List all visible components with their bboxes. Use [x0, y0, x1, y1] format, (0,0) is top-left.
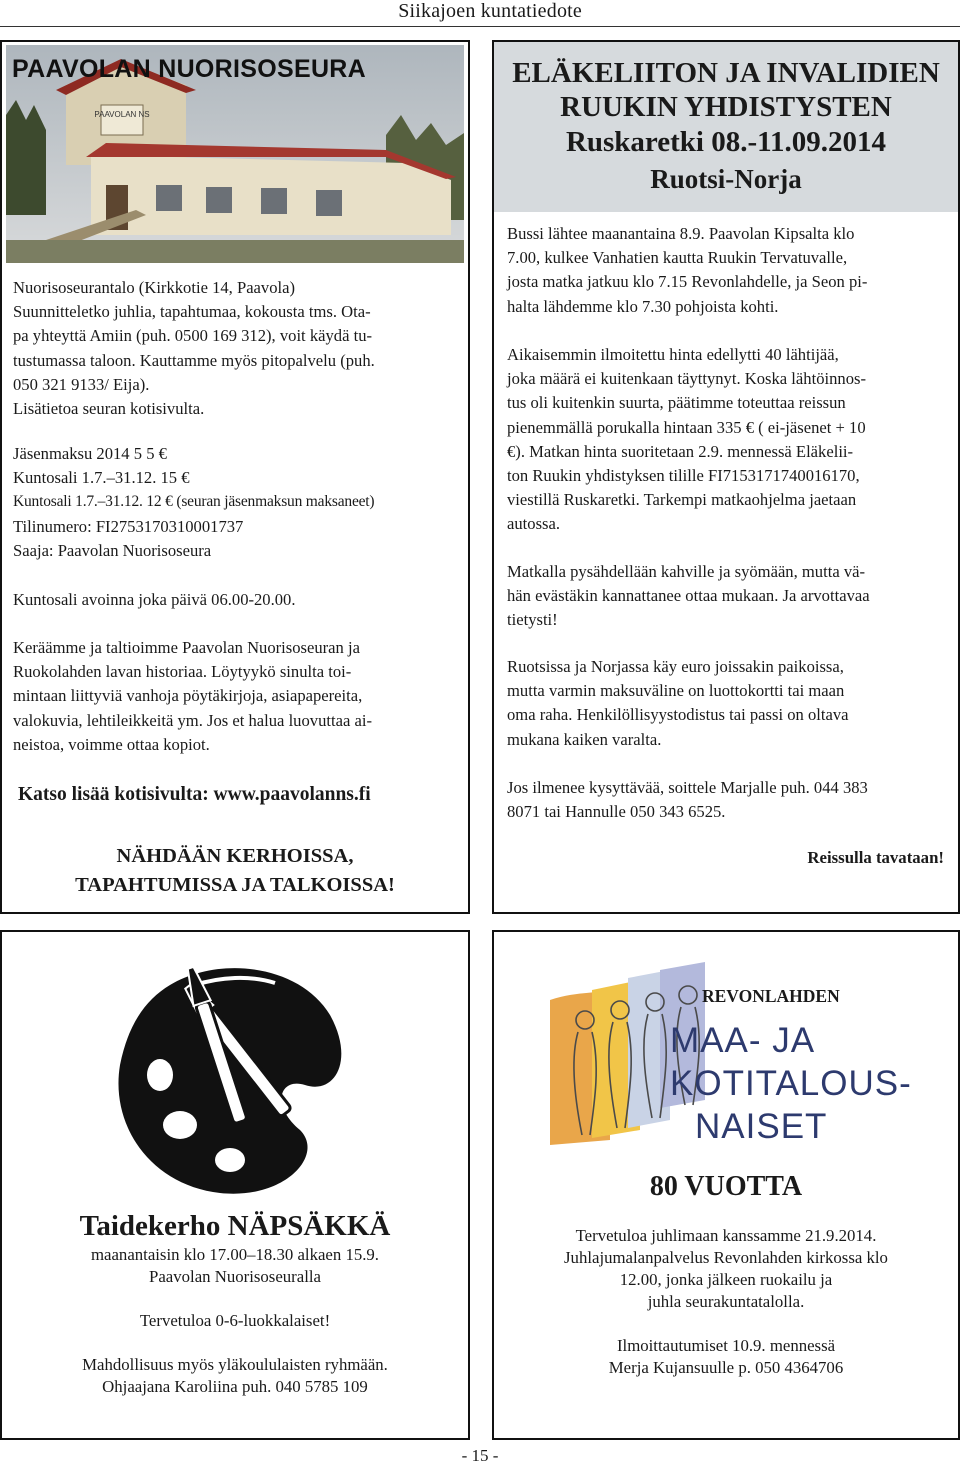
- text-line: pienemmällä porukalla hintaan 335 € ( ei-jäsenet + 10: [507, 417, 866, 437]
- art-text: [0, 1208, 470, 1398]
- revonlahti-text: [494, 1170, 958, 1379]
- logo-line: NAISET: [695, 1107, 828, 1146]
- header-rule: [0, 26, 960, 27]
- text-line: joka määrä ei kuitenkaan täyttynyt. Koska lähtöinnos-: [507, 369, 866, 389]
- nuorisoseura-photo: [6, 45, 464, 263]
- collect-block: [13, 636, 458, 757]
- photo-sign: PAAVOLAN NUORISOSEURA: [12, 55, 367, 83]
- trip-title-line: RUUKIN YHDISTYSTEN: [560, 91, 892, 123]
- logo-line: KOTITALOUS-: [670, 1064, 912, 1103]
- text-line: Aikaisemmin ilmoitettu hinta edellytti 40 lähtijää,: [507, 345, 839, 364]
- revonlahti-line: 12.00, jonka jälkeen ruokailu ja: [619, 1270, 833, 1289]
- slogan-line: TAPAHTUMISSA JA TALKOISSA!: [75, 874, 395, 896]
- text-line: neistoa, voimme ottaa kopiot.: [13, 734, 210, 754]
- running-header: Siikajoen kuntatiedote: [398, 0, 582, 22]
- text-line: ton Ruukin yhdistyksen tilille FI7153171740016170,: [507, 466, 860, 486]
- fee-line: Kuntosali 1.7.–31.12. 15 €: [13, 468, 190, 488]
- payee-line: Saaja: Paavolan Nuorisoseura: [13, 540, 212, 560]
- text-line: halta lähdemme klo 7.30 pohjoista kohti.: [507, 296, 779, 316]
- text-line: valokuvia, lehtileikkeitä ym. Jos et halua luovuttaa ai-: [13, 710, 372, 730]
- revonlahti-line: juhla seurakuntatalolla.: [647, 1292, 805, 1311]
- fee-line: Kuntosali 1.7.–31.12. 12 € (seuran jäsenmaksun maksaneet): [13, 493, 375, 511]
- text-line: 050 321 9133/ Eija).: [13, 374, 150, 394]
- text-line: pa yhteyttä Amiin (puh. 0500 169 312), voit käydä tu-: [13, 326, 373, 346]
- fee-line: Jäsenmaksu 2014 5 5 €: [13, 444, 167, 463]
- text-line: 7.00, kulkee Vanhatien kautta Ruukin Tervatuvalle,: [507, 248, 848, 268]
- text-line: Bussi lähtee maanantaina 8.9. Paavolan Kipsalta klo: [507, 224, 855, 243]
- text-line: tus oli kuitenkin suurta, päätimme toteuttaa reissun: [507, 393, 846, 413]
- slogan: [0, 842, 470, 900]
- text-line: Jos ilmenee kysyttävää, soittele Marjalle puh. 044 383: [507, 778, 868, 797]
- logo-line: MAA- JA: [670, 1021, 816, 1060]
- text-line: Ruokolahden lavan historiaa. Löytyykö sinulta toi-: [13, 662, 352, 682]
- text-line: tietysti!: [507, 610, 558, 630]
- anniversary: 80 VUOTTA: [649, 1171, 803, 1202]
- art-line: Mahdollisuus myös yläkoululaisten ryhmään.: [82, 1355, 388, 1374]
- trip-title-line: Ruotsi-Norja: [650, 164, 802, 194]
- text-line: mutta varmin maksuväline on luottokortti tai maan: [507, 681, 845, 701]
- text-line: tustumassa taloon. Kauttamme myös pitopalvelu (puh.: [13, 350, 375, 370]
- page-number: - 15 -: [461, 1446, 499, 1465]
- palette-icon: [100, 955, 360, 1205]
- text-line: Matkalla pysähdellään kahville ja syömään, mutta vä-: [507, 562, 866, 581]
- text-line: hän evästäkin kannattanee ottaa mukaan. Ja arvottavaa: [507, 586, 870, 606]
- text-line: Keräämme ja taltioimme Paavolan Nuorisoseuran ja: [13, 638, 360, 657]
- gym-hours: [13, 588, 458, 612]
- text-line: 8071 tai Hannulle 050 343 6525.: [507, 802, 726, 822]
- nuorisoseura-intro: [13, 276, 458, 421]
- trip-para-3: [507, 560, 947, 633]
- revonlahti-line: Tervetuloa juhlimaan kanssamme 21.9.2014.: [575, 1226, 877, 1245]
- revonlahti-line: Merja Kujansuulle p. 050 4364706: [608, 1358, 844, 1377]
- revonlahti-kicker: REVONLAHDEN: [702, 986, 840, 1006]
- trip-para-5: [507, 776, 947, 824]
- trip-title-line: Ruskaretki 08.-11.09.2014: [565, 126, 887, 158]
- text-line: Suunnitteletko juhlia, tapahtumaa, kokousta tms. Ota-: [13, 302, 371, 322]
- text-line: Nuorisoseurantalo (Kirkkotie 14, Paavola): [13, 278, 296, 297]
- website-line: Katso lisää kotisivulta: www.paavolanns.fi: [18, 784, 371, 805]
- slogan-line: NÄHDÄÄN KERHOISSA,: [116, 845, 354, 867]
- trip-closing: Reissulla tavataan!: [807, 848, 944, 867]
- gym-hours-text: Kuntosali avoinna joka päivä 06.00-20.00.: [13, 590, 296, 609]
- revonlahti-logo: [520, 950, 940, 1150]
- text-line: viestillä Ruskaretki. Tarkempi matkaohjelma jaetaan: [507, 490, 857, 510]
- trip-title-line: ELÄKELIITON JA INVALIDIEN: [512, 57, 940, 89]
- art-line: Ohjaajana Karoliina puh. 040 5785 109: [102, 1377, 368, 1396]
- text-line: oma raha. Henkilöllisyystodistus tai passi on oltava: [507, 705, 849, 725]
- art-title: Taidekerho NÄPSÄKKÄ: [79, 1210, 391, 1242]
- trip-para-1: [507, 222, 947, 319]
- fees-block: [13, 442, 458, 563]
- art-welcome: Tervetuloa 0-6-luokkalaiset!: [139, 1311, 331, 1330]
- text-line: mintaan liittyviä vanhoja pöytäkirjoja, asiapapereita,: [13, 686, 363, 706]
- text-line: Lisätietoa seuran kotisivulta.: [13, 399, 205, 419]
- revonlahti-line: Ilmoittautumiset 10.9. mennessä: [616, 1336, 836, 1355]
- text-line: autossa.: [507, 514, 560, 534]
- building-sign: PAAVOLAN NS: [94, 110, 150, 119]
- trip-title: [494, 56, 958, 197]
- art-line: Paavolan Nuorisoseuralla: [149, 1267, 321, 1286]
- trip-para-2: [507, 343, 947, 537]
- art-line: maanantaisin klo 17.00–18.30 alkaen 15.9.: [90, 1245, 380, 1264]
- text-line: mukana kaiken varalta.: [507, 729, 662, 749]
- revonlahti-line: Juhlajumalanpalvelus Revonlahden kirkossa klo: [564, 1248, 888, 1267]
- account-line: Tilinumero: FI2753170310001737: [13, 516, 244, 536]
- text-line: Ruotsissa ja Norjassa käy euro joissakin paikoissa,: [507, 657, 844, 676]
- text-line: josta matka jatkuu klo 7.15 Revonlahdelle, ja Seon pi-: [507, 272, 868, 292]
- trip-para-4: [507, 655, 947, 752]
- text-line: €). Matkan hinta suoritetaan 2.9. mennessä Eläkelii-: [507, 441, 854, 461]
